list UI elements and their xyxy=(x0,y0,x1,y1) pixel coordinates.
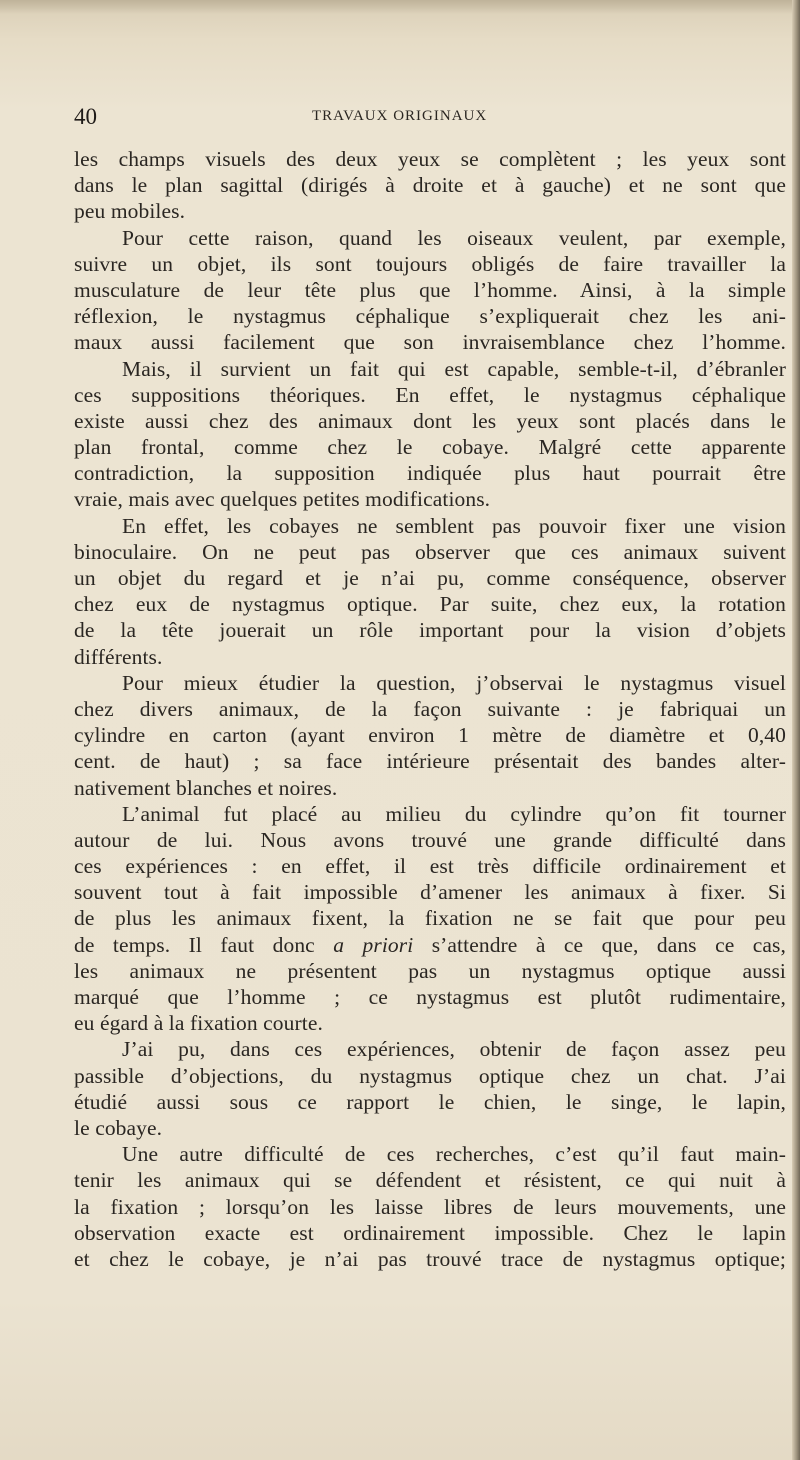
italic-phrase: a priori xyxy=(333,932,414,957)
text-line: musculature de leur tête plus que l’homme. Ainsi, à la simple xyxy=(74,277,786,302)
text-line: nativement blanches et noires. xyxy=(74,775,338,800)
text-line: suivre un objet, ils sont toujours obligés de faire travailler la xyxy=(74,251,786,276)
text-line: dans le plan sagittal (dirigés à droite et à gauche) et ne sont que xyxy=(74,173,786,198)
text-line: les animaux ne présentent pas un nystagmus optique aussi xyxy=(74,958,786,983)
text-line: cylindre en carton (ayant environ 1 mètre de diamètre et 0,40 xyxy=(74,723,786,748)
running-head xyxy=(74,104,774,132)
text-line: réflexion, le nystagmus céphalique s’expliquerait chez les ani- xyxy=(74,304,786,329)
text-line: L’animal fut placé au milieu du cylindre qu’on fit tourner xyxy=(122,801,786,826)
text-line: J’ai pu, dans ces expériences, obtenir de façon assez peu xyxy=(122,1037,786,1062)
text-line: contradiction, la supposition indiquée plus haut pourrait être xyxy=(74,461,786,486)
text-line: chez divers animaux, de la façon suivante : je fabriquai un xyxy=(74,696,786,721)
text-line: Pour mieux étudier la question, j’observai le nystagmus visuel xyxy=(122,670,786,695)
text-line: ces suppositions théoriques. En effet, le nystagmus céphalique xyxy=(74,382,786,407)
text-line: tenir les animaux qui se défendent et résistent, ce qui nuit à xyxy=(74,1168,786,1193)
text-line: Mais, il survient un fait qui est capable, semble-t-il, d’ébranler xyxy=(122,356,786,381)
text-line: vraie, mais avec quelques petites modifications. xyxy=(74,487,491,512)
text-line: passible d’objections, du nystagmus optique chez un chat. J’ai xyxy=(74,1063,786,1088)
text-line: de temps. Il faut donc a priori s’attendre à ce que, dans ce cas, xyxy=(74,932,786,957)
text-line: souvent tout à fait impossible d’amener les animaux à fixer. Si xyxy=(74,880,786,905)
text-line: maux aussi facilement que son invraisemblance chez l’homme. xyxy=(74,330,786,355)
text-line: peu mobiles. xyxy=(74,199,186,224)
text-line: autour de lui. Nous avons trouvé une grande difficulté dans xyxy=(74,827,786,852)
text-line: les champs visuels des deux yeux se complètent ; les yeux sont xyxy=(74,147,786,171)
text-line: plan frontal, comme chez le cobaye. Malgré cette apparente xyxy=(74,435,786,460)
text-line: Une autre difficulté de ces recherches, c’est qu’il faut main- xyxy=(122,1142,786,1167)
text-line: étudié aussi sous ce rapport le chien, le singe, le lapin, xyxy=(74,1089,786,1114)
journal-title: TRAVAUX ORIGINAUX xyxy=(312,108,488,124)
page-number: 40 xyxy=(74,104,97,129)
page-top-shadow xyxy=(0,0,800,14)
text-line: Pour cette raison, quand les oiseaux veulent, par exemple, xyxy=(122,225,786,250)
text-line: la fixation ; lorsqu’on les laisse libres de leurs mouvements, une xyxy=(74,1194,786,1219)
text-line: ces expériences : en effet, il est très difficile ordinairement et xyxy=(74,854,786,879)
page-binding-edge xyxy=(792,0,800,1460)
body-text xyxy=(74,146,786,1272)
text-line: le cobaye. xyxy=(74,1115,163,1140)
text-line: un objet du regard et je n’ai pu, comme conséquence, observer xyxy=(74,566,786,590)
text-line: et chez le cobaye, je n’ai pas trouvé trace de nystagmus optique; xyxy=(74,1246,786,1271)
text-line: différents. xyxy=(74,644,163,669)
text-line: cent. de haut) ; sa face intérieure présentait des bandes alter- xyxy=(74,749,786,774)
text-line: marqué que l’homme ; ce nystagmus est plutôt rudimentaire, xyxy=(74,985,786,1009)
text-line: de plus les animaux fixent, la fixation ne se fait que pour peu xyxy=(74,906,786,931)
text-line: binoculaire. On ne peut pas observer que ces animaux suivent xyxy=(74,539,786,564)
text-line: chez eux de nystagmus optique. Par suite, chez eux, la rotation xyxy=(74,592,786,617)
text-line: existe aussi chez des animaux dont les yeux sont placés dans le xyxy=(74,408,786,433)
text-line: observation exacte est ordinairement impossible. Chez le lapin xyxy=(74,1220,786,1245)
text-line: eu égard à la fixation courte. xyxy=(74,1011,323,1036)
text-line: de la tête jouerait un rôle important pour la vision d’objets xyxy=(74,618,786,643)
text-line: En effet, les cobayes ne semblent pas pouvoir fixer une vision xyxy=(122,513,786,538)
